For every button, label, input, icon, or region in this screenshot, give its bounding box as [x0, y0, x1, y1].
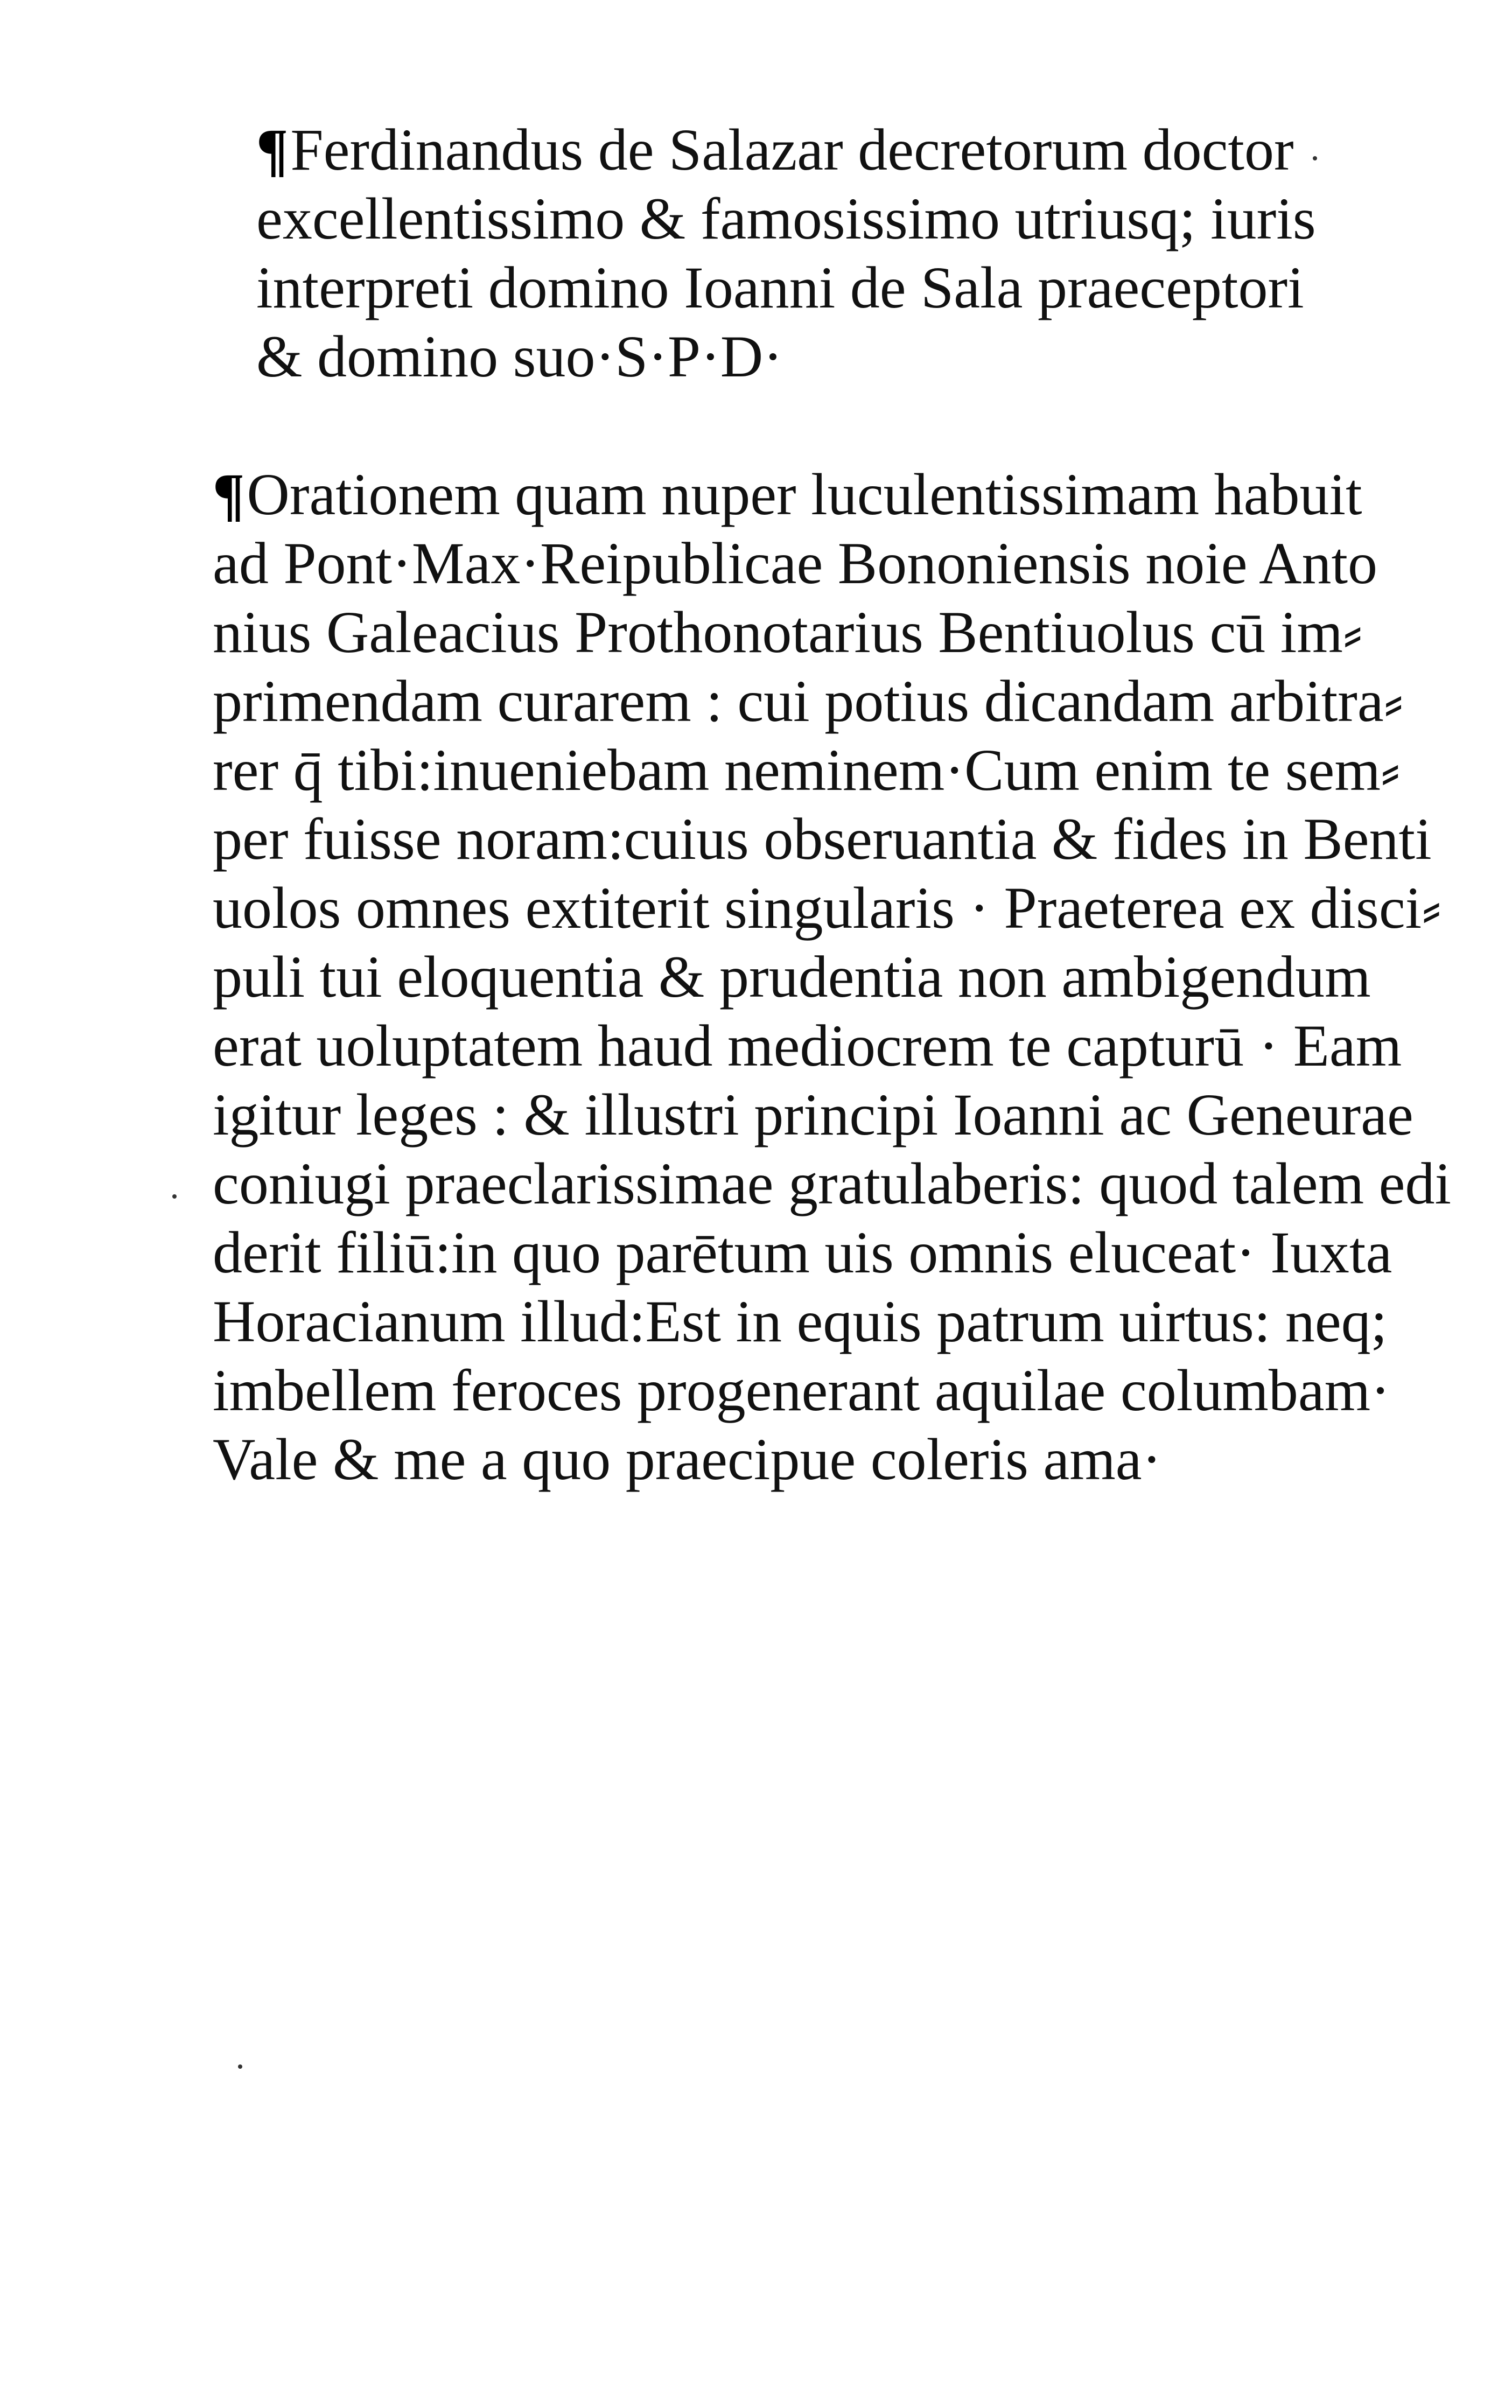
ink-speck — [238, 2064, 242, 2069]
dedication-line-4: & domino suo·S·P·D· — [256, 324, 783, 389]
letter-line-11: coniugi praeclarissimae gratulaberis: quod talem edi — [213, 1151, 1452, 1216]
letter-line-13: Horacianum illud:Est in equis patrum uirtus: neq; — [213, 1289, 1388, 1354]
letter-paragraph — [213, 460, 1451, 1494]
letter-line-8: puli tui eloquentia & prudentia non ambigendum — [213, 944, 1371, 1010]
letter-line-14: imbellem feroces progenerant aquilae columbam· — [213, 1357, 1390, 1423]
letter-line-10: igitur leges : & illustri principi Ioanni ac Geneurae — [213, 1082, 1413, 1147]
letter-line-4: primendam curarem : cui potius dicandam arbitra⸗ — [213, 668, 1404, 734]
letter-line-9: erat uoluptatem haud mediocrem te capturū · Eam — [213, 1013, 1402, 1079]
dedication-line-3: interpreti domino Ioanni de Sala praeceptori — [256, 255, 1304, 320]
letter-line-2: ad Pont·Max·Reipublicae Bononiensis noie Anto — [213, 530, 1378, 596]
letter-line-3: nius Galeacius Prothonotarius Bentiuolus cū im⸗ — [213, 599, 1363, 665]
letter-line-6: per fuisse noram:cuius obseruantia & fides in Benti — [213, 806, 1432, 872]
dedication-text: Ferdinandus de Salazar decretorum doctor — [290, 117, 1294, 183]
letter-line-1 — [213, 460, 1451, 529]
letter-text: Orationem quam nuper luculentissimam habuit — [247, 461, 1362, 527]
dedication-line-2: excellentissimo & famosissimo utriusq; iuris — [256, 186, 1316, 251]
letter-line-15: Vale & me a quo praecipue coleris ama· — [213, 1426, 1162, 1492]
ink-speck — [172, 1194, 177, 1199]
dedication-line-1 — [256, 115, 1316, 184]
ink-speck — [1313, 156, 1317, 160]
dedication-paragraph — [256, 115, 1316, 391]
pilcrow-mark: ¶ — [213, 461, 245, 527]
letter-line-5: rer q̄ tibi:inueniebam neminem·Cum enim te sem⸗ — [213, 737, 1401, 803]
pilcrow-mark: ¶ — [256, 117, 289, 183]
letter-line-7: uolos omnes extiterit singularis · Praeterea ex disci⸗ — [213, 875, 1441, 941]
letter-line-12: derit filiū:in quo parētum uis omnis eluceat· Iuxta — [213, 1220, 1392, 1285]
